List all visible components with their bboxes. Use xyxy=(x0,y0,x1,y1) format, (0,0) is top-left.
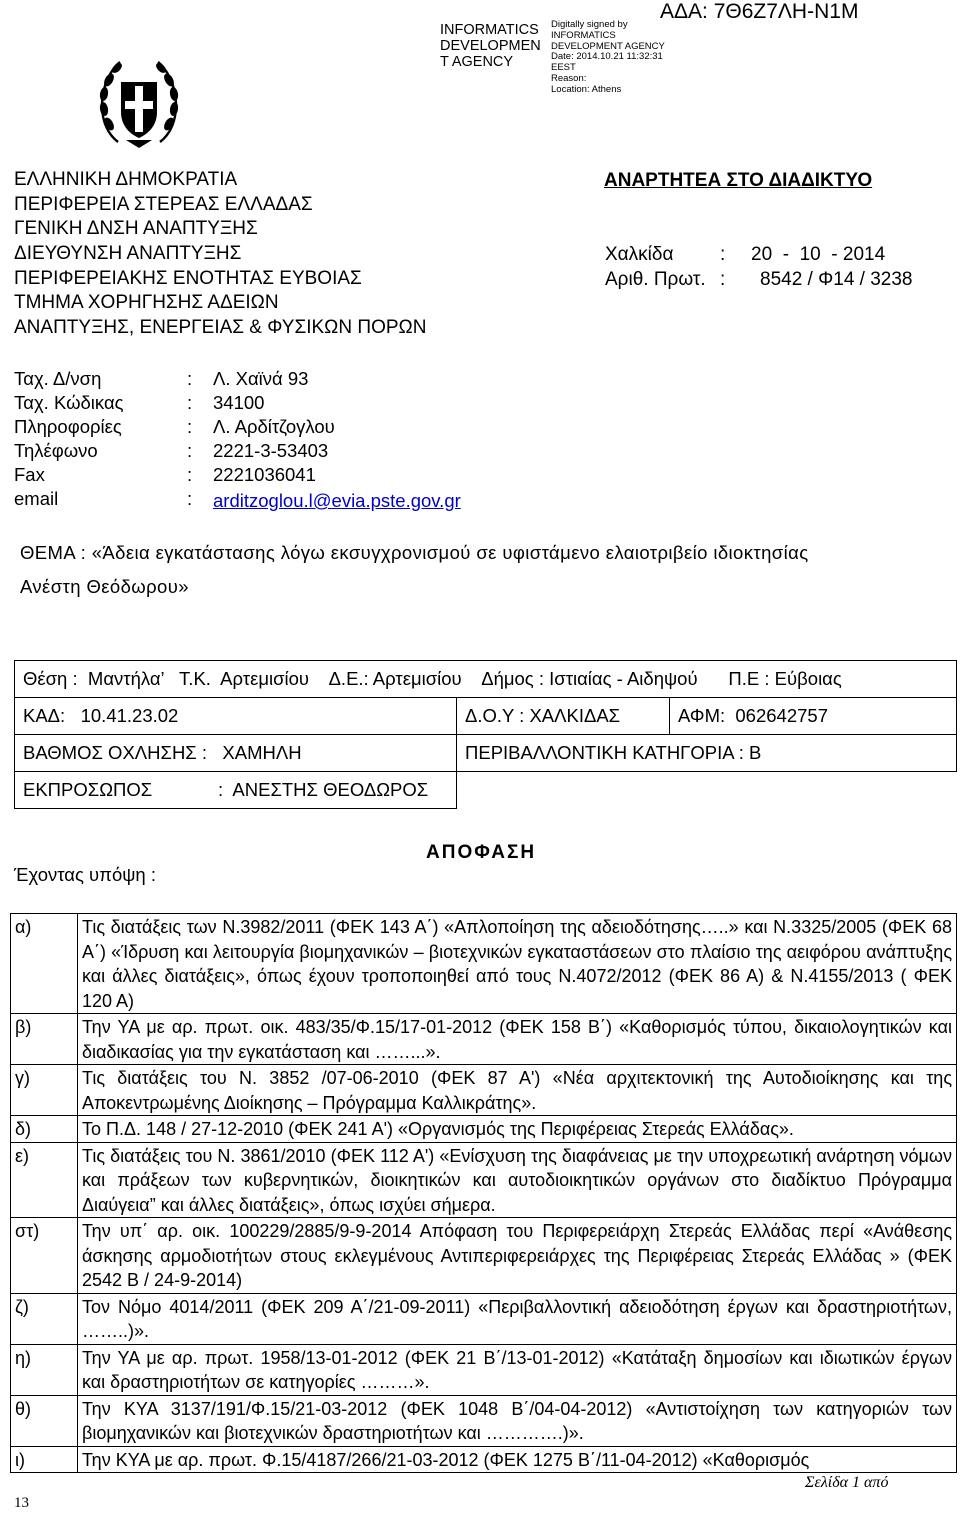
table-row xyxy=(11,1116,957,1143)
publish-note: ΑΝΑΡΤΗΤΕΑ ΣΤΟ ΔΙΑΔΙΚΤΥΟ xyxy=(604,170,873,191)
item-marker: ε) xyxy=(11,1142,78,1218)
document-date: 20 - 10 - 2014 xyxy=(751,244,886,265)
info-contact-label: Πληροφορίες xyxy=(14,416,122,437)
facility-info-table xyxy=(14,660,957,809)
postal-code-value: 34100 xyxy=(213,392,265,413)
signature-signer-name xyxy=(440,22,541,70)
kad-cell: ΚΑΔ: 10.41.23.02 xyxy=(15,698,457,735)
item-text: Το Π.Δ. 148 / 27-12-2010 (ΦΕΚ 241 Α') «Οργανισμός της Περιφέρειας Στερεάς Ελλάδας». xyxy=(78,1116,957,1143)
phone-colon: : xyxy=(187,440,193,461)
item-text: Τον Νόμο 4014/2011 (ΦΕΚ 209 Α΄/21-09-2011) «Περιβαλλοντική αδειοδότηση έργων και δραστηριοτήτων, ……..)». xyxy=(78,1293,957,1344)
representative-label: ΕΚΠΡΟΣΩΠΟΣ xyxy=(23,779,153,800)
header-line: ΠΕΡΙΦΕΡΕΙΑ ΣΤΕΡΕΑΣ ΕΛΛΑΔΑΣ xyxy=(14,194,313,215)
item-text: Την ΚΥΑ με αρ. πρωτ. Φ.15/4187/266/21-03-2012 (ΦΕΚ 1275 Β΄/11-04-2012) «Καθορισμός xyxy=(78,1446,957,1473)
signature-meta-line: Reason: xyxy=(551,72,587,84)
decision-title: ΑΠΟΦΑΣΗ xyxy=(426,842,537,863)
address-colon: : xyxy=(187,368,193,389)
table-row xyxy=(11,1218,957,1294)
item-text: Τις διατάξεις του Ν. 3861/2010 (ΦΕΚ 112 Α') «Ενίσχυση της διαφάνειας με την υποχρεωτική ανάρτηση νόμων και πράξεων των κυβερνητικών, διοικητικών και αυτοδιοικητικών οργάνων στο διαδίκτυο Πρόγραμμα Διαύγεια” και άλλες διατάξεις», όπως ισχύει σήμερα. xyxy=(78,1142,957,1218)
item-marker: στ) xyxy=(11,1218,78,1294)
signature-meta-line: DEVELOPMENT AGENCY xyxy=(551,40,665,52)
table-row xyxy=(15,772,957,809)
nuisance-degree-cell: ΒΑΘΜΟΣ ΟΧΛΗΣΗΣ : ΧΑΜΗΛΗ xyxy=(15,735,457,772)
item-marker: ζ) xyxy=(11,1293,78,1344)
table-row xyxy=(11,914,957,1014)
phone-value: 2221-3-53403 xyxy=(213,440,329,461)
representative-name: : ΑΝΕΣΤΗΣ ΘΕΟΔΩΡΟΣ xyxy=(218,779,429,800)
table-row xyxy=(11,1446,957,1473)
email-label: email xyxy=(14,488,59,509)
considering-label: Έχοντας υπόψη : xyxy=(14,864,156,885)
signature-name-line: T AGENCY xyxy=(440,54,514,70)
address-label: Ταχ. Δ/νση xyxy=(14,368,102,389)
place-label: Χαλκίδα xyxy=(605,244,674,265)
header-line: ΠΕΡΙΦΕΡΕΙΑΚΗΣ ΕΝΟΤΗΤΑΣ ΕΥΒΟΙΑΣ xyxy=(14,268,362,289)
page-footer: Σελίδα 1 από xyxy=(805,1474,889,1491)
signature-metadata xyxy=(551,20,665,96)
greek-coat-of-arms-seal xyxy=(96,54,182,152)
signature-meta-line: INFORMATICS xyxy=(551,29,616,41)
header-line: ΑΝΑΠΤΥΞΗΣ, ΕΝΕΡΓΕΙΑΣ & ΦΥΣΙΚΩΝ ΠΟΡΩΝ xyxy=(14,317,427,338)
date-colon: : xyxy=(720,244,726,265)
item-text: Τις διατάξεις του Ν. 3852 /07-06-2010 (ΦΕΚ 87 Α') «Νέα αρχιτεκτονική της Αυτοδιοίκησης και της Αποκεντρωμένης Διοίκησης – Πρόγραμμα Καλλικράτης». xyxy=(78,1065,957,1116)
signature-name-line: INFORMATICS xyxy=(440,22,539,38)
fax-label: Fax xyxy=(14,464,45,485)
empty-cell xyxy=(457,772,957,809)
header-line: ΓΕΝΙΚΗ ΔΝΣΗ ΑΝΑΠΤΥΞΗΣ xyxy=(14,218,258,239)
header-line: ΤΜΗΜΑ ΧΟΡΗΓΗΣΗΣ ΑΔΕΙΩΝ xyxy=(14,292,279,313)
protocol-colon: : xyxy=(720,269,726,290)
email-colon: : xyxy=(187,488,193,509)
item-marker: θ) xyxy=(11,1395,78,1446)
fax-value: 2221036041 xyxy=(213,464,316,485)
item-text: Την ΥΑ με αρ. πρωτ. 1958/13-01-2012 (ΦΕΚ 21 Β΄/13-01-2012) «Κατάταξη δημοσίων και ιδιωτικών έργων και δραστηριοτήτων σε κατηγορίες ………». xyxy=(78,1344,957,1395)
table-row xyxy=(11,1014,957,1065)
email-link[interactable]: arditzoglou.l@evia.pste.gov.gr xyxy=(213,490,461,511)
representative-cell xyxy=(15,772,457,809)
address-value: Λ. Χαϊνά 93 xyxy=(213,368,309,389)
postal-code-colon: : xyxy=(187,392,193,413)
table-row xyxy=(15,661,957,698)
item-marker: η) xyxy=(11,1344,78,1395)
item-marker: β) xyxy=(11,1014,78,1065)
postal-code-label: Ταχ. Κώδικας xyxy=(14,392,124,413)
protocol-number: 8542 / Φ14 / 3238 xyxy=(760,269,913,290)
tax-office-cell: Δ.Ο.Υ : ΧΑΛΚΙΔΑΣ xyxy=(457,698,670,735)
table-row xyxy=(15,698,957,735)
ada-code: ΑΔΑ: 7Θ6Ζ7ΛΗ-Ν1Μ xyxy=(660,0,859,23)
table-row xyxy=(11,1065,957,1116)
signature-meta-line: Date: 2014.10.21 11:32:31 xyxy=(551,51,663,63)
vat-number-cell: ΑΦΜ: 062642757 xyxy=(670,698,957,735)
signature-meta-line: EEST xyxy=(551,62,576,74)
item-text: Την ΥΑ με αρ. πρωτ. οικ. 483/35/Φ.15/17-01-2012 (ΦΕΚ 158 Β΄) «Καθορισμός τύπου, δικαιολογητικών και διαδικασίας για την εγκατάσταση και ……...». xyxy=(78,1014,957,1065)
table-row xyxy=(11,1344,957,1395)
table-row xyxy=(11,1395,957,1446)
facility-location: Θέση : Μαντήλα’ Τ.Κ. Αρτεμισίου Δ.Ε.: Αρτεμισίου Δήμος : Ιστιαίας - Αιδηψού Π.Ε : Εύβοιας xyxy=(15,661,957,698)
item-marker: ι) xyxy=(11,1446,78,1473)
info-contact-value: Λ. Αρδίτζογλου xyxy=(213,416,335,437)
subject-title: «Άδεια εγκατάστασης λόγω εκσυγχρονισμού σε υφιστάμενο ελαιοτριβείο ιδιοκτησίας xyxy=(91,542,809,563)
item-marker: γ) xyxy=(11,1065,78,1116)
item-text: Την ΚΥΑ 3137/191/Φ.15/21-03-2012 (ΦΕΚ 1048 Β΄/04-04-2012) «Αντιστοίχηση των κατηγοριών των βιομηχανικών και βιοτεχνικών δραστηριοτήτων και ………….)». xyxy=(78,1395,957,1446)
subject-line xyxy=(20,542,809,564)
signature-meta-line: Digitally signed by xyxy=(551,19,628,30)
signature-meta-line: Location: Athens xyxy=(551,83,622,95)
header-line: ΔΙΕΥΘΥΝΣΗ ΑΝΑΠΤΥΞΗΣ xyxy=(14,243,242,264)
fax-colon: : xyxy=(187,464,193,485)
item-text: Την υπ΄ αρ. οικ. 100229/2885/9-9-2014 Απόφαση του Περιφερειάρχη Στερεάς Ελλάδας περί «Ανάθεσης άσκησης αρμοδιοτήτων στους εκλεγμένους Αντιπεριφερειάρχες της Περιφέρειας Στερεάς Ελλάδας » (ΦΕΚ 2542 Β / 24-9-2014) xyxy=(78,1218,957,1294)
info-contact-colon: : xyxy=(187,416,193,437)
protocol-label: Αριθ. Πρωτ. xyxy=(605,269,706,290)
header-line: ΕΛΛΗΝΙΚΗ ΔΗΜΟΚΡΑΤΙΑ xyxy=(14,169,238,190)
subject-prefix: ΘΕΜΑ : xyxy=(20,542,92,563)
phone-label: Τηλέφωνο xyxy=(14,440,98,461)
item-marker: δ) xyxy=(11,1116,78,1143)
item-text: Τις διατάξεις των Ν.3982/2011 (ΦΕΚ 143 Α΄) «Απλοποίηση της αδειοδότησης…..» και Ν.3325/2005 (ΦΕΚ 68 Α΄) «Ίδρυση και λειτουργία βιομηχανικών – βιοτεχνικών εγκαταστάσεων στο πλαίσιο της αειφόρου ανάπτυξης και άλλες διατάξεις», όπως έχουν τροποποιηθεί από τους Ν.4072/2012 (ΦΕΚ 86 Α) & Ν.4155/2013 ( ΦΕΚ 120 Α) xyxy=(78,914,957,1014)
table-row xyxy=(15,735,957,772)
signature-name-line: DEVELOPMEN xyxy=(440,38,541,54)
table-row xyxy=(11,1293,957,1344)
page-number: 13 xyxy=(14,1495,29,1511)
legal-basis-table xyxy=(10,913,957,1473)
item-marker: α) xyxy=(11,914,78,1014)
table-row xyxy=(11,1142,957,1218)
subject-line-2: Ανέστη Θεόδωρου» xyxy=(20,576,189,597)
environmental-category-cell: ΠΕΡΙΒΑΛΛΟΝΤΙΚΗ ΚΑΤΗΓΟΡΙΑ : Β xyxy=(457,735,957,772)
